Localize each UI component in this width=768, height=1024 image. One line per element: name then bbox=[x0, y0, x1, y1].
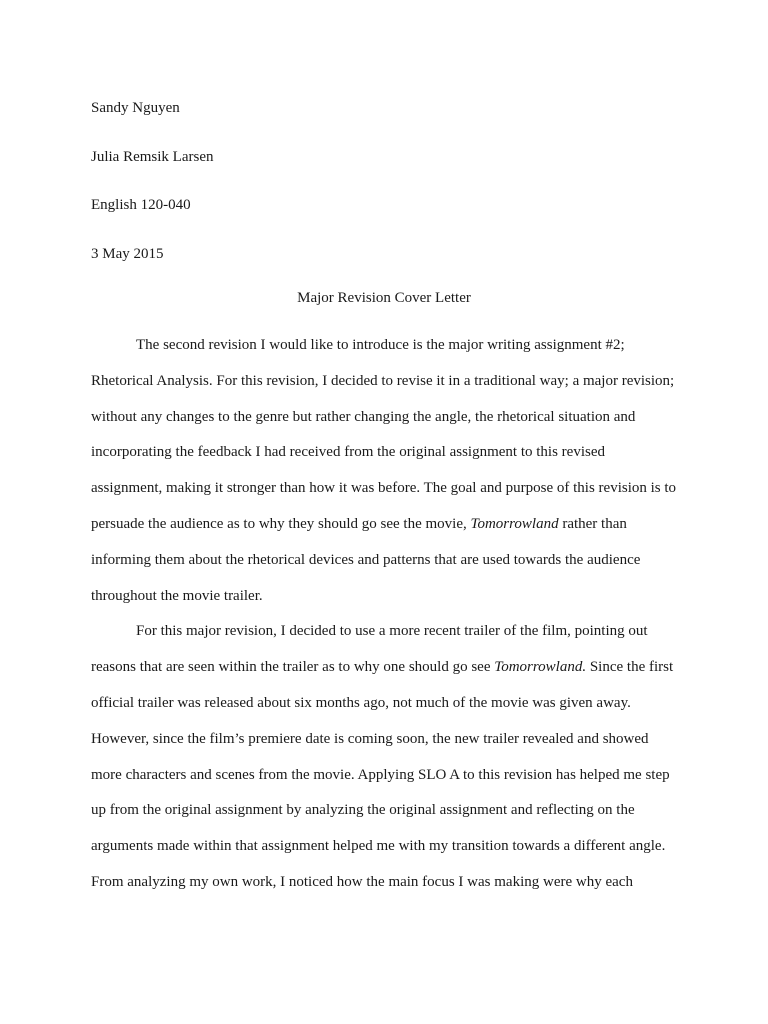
document-title: Major Revision Cover Letter bbox=[297, 290, 471, 306]
text-line: throughout the movie trailer. bbox=[91, 587, 263, 604]
text-line: more characters and scenes from the movie. Applying SLO A to this revision has helped me step bbox=[91, 766, 670, 783]
text-run: reasons that are seen within the trailer as to why one should go see bbox=[91, 659, 495, 676]
text-line: assignment, making it stronger than how it was before. The goal and purpose of this revision is to bbox=[91, 480, 677, 497]
text-line: up from the original assignment by analyzing the original assignment and reflecting on the bbox=[91, 802, 635, 819]
text-run: persuade the audience as to why they should go see the movie, bbox=[91, 515, 471, 532]
text-line: arguments made within that assignment helped me with my transition towards a different angle. bbox=[91, 838, 666, 855]
course-name: English 120-040 bbox=[91, 197, 191, 213]
text-run: Since the first bbox=[586, 659, 674, 676]
text-line: informing them about the rhetorical devices and patterns that are used towards the audience bbox=[91, 551, 641, 568]
movie-title-italic: Tomorrowland. bbox=[494, 659, 587, 676]
paragraph-2 bbox=[91, 614, 691, 900]
text-line: incorporating the feedback I had received from the original assignment to this revised bbox=[91, 444, 605, 461]
instructor-name: Julia Remsik Larsen bbox=[91, 148, 214, 165]
text-run: rather than bbox=[558, 515, 627, 532]
movie-title-italic: Tomorrowland bbox=[470, 515, 559, 532]
paragraph-1 bbox=[91, 328, 691, 614]
text-line: The second revision I would like to introduce is the major writing assignment #2; bbox=[136, 337, 625, 353]
mla-heading bbox=[91, 84, 691, 278]
text-line: official trailer was released about six months ago, not much of the movie was given away. bbox=[91, 694, 631, 711]
text-line: However, since the film’s premiere date is coming soon, the new trailer revealed and showed bbox=[91, 730, 649, 747]
text-line: For this major revision, I decided to use a more recent trailer of the film, pointing out bbox=[136, 623, 648, 640]
text-line: Rhetorical Analysis. For this revision, I decided to revise it in a traditional way; a major revision; bbox=[91, 372, 675, 389]
text-line bbox=[91, 507, 691, 543]
text-line: without any changes to the genre but rather changing the angle, the rhetorical situation and bbox=[91, 408, 636, 425]
document-body bbox=[91, 328, 691, 901]
document-date: 3 May 2015 bbox=[91, 245, 164, 262]
student-name: Sandy Nguyen bbox=[91, 100, 180, 116]
text-line: From analyzing my own work, I noticed how the main focus I was making were why each bbox=[91, 873, 633, 890]
text-line bbox=[91, 650, 691, 686]
